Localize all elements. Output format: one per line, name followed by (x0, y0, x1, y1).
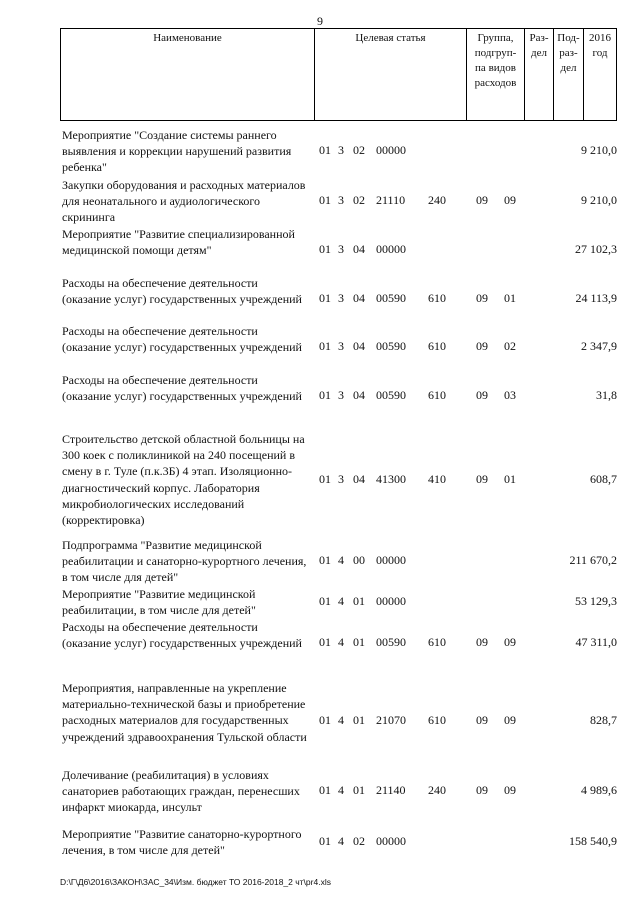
table-row (60, 275, 617, 324)
target-article-program: 01 (319, 783, 331, 798)
target-article-direction: 21140 (376, 783, 406, 798)
row-name: Закупки оборудования и расходных материалов для неонатального и аудиологического скрининга (62, 178, 306, 225)
expense-group: 610 (428, 291, 446, 306)
target-article-event: 04 (353, 388, 365, 403)
razdel-code: 09 (476, 339, 488, 354)
target-article-direction: 00590 (376, 635, 406, 650)
table-row (60, 127, 617, 176)
target-article-program: 01 (319, 553, 331, 568)
table-row (60, 619, 617, 668)
expense-group: 240 (428, 783, 446, 798)
table-row (60, 372, 617, 421)
header-group-line: па видов (475, 62, 516, 74)
table-row (60, 431, 617, 528)
target-article-event: 01 (353, 783, 365, 798)
target-article-direction: 21070 (376, 712, 406, 727)
row-name: Строительство детской областной больницы на 300 коек с поликлиникой на 240 посещений в смену в г. Туле (п.к.3Б) 4 этап. Изоляционно-диагностический корпус. Лаборатория микробиологических исследований (корректировка) (62, 432, 305, 528)
target-article-direction: 21110 (376, 193, 406, 208)
target-article-event: 01 (353, 712, 365, 727)
amount-2016: 211 670,2 (569, 553, 617, 568)
target-article-direction: 00000 (376, 553, 406, 568)
amount-2016: 158 540,9 (569, 834, 617, 849)
target-article-event: 01 (353, 594, 365, 609)
target-article-event: 04 (353, 339, 365, 354)
target-article-direction: 00590 (376, 339, 406, 354)
table-row (60, 537, 617, 586)
expense-group: 610 (428, 712, 446, 727)
razdel-code: 09 (476, 783, 488, 798)
target-article-subprogram: 4 (338, 594, 344, 609)
table-row (60, 826, 617, 858)
row-name: Расходы на обеспечение деятельности (оказание услуг) государственных учреждений (62, 373, 302, 404)
row-name: Подпрограмма "Развитие медицинской реабилитации и санаторно-курортного лечения, в том числе для детей" (62, 538, 307, 585)
razdel-code: 09 (476, 471, 488, 486)
header-razdel-line: Раз- (529, 32, 549, 44)
target-article-program: 01 (319, 388, 331, 403)
target-article-event: 01 (353, 635, 365, 650)
target-article-subprogram: 4 (338, 783, 344, 798)
target-article-subprogram: 3 (338, 388, 344, 403)
podrazdel-code: 01 (504, 291, 516, 306)
expense-group: 610 (428, 339, 446, 354)
target-article-program: 01 (319, 143, 331, 158)
amount-2016: 31,8 (596, 388, 617, 403)
target-article-event: 04 (353, 291, 365, 306)
amount-2016: 9 210,0 (581, 143, 617, 158)
target-article-program: 01 (319, 635, 331, 650)
header-razdel-line: дел (531, 47, 547, 59)
target-article-direction: 00000 (376, 143, 406, 158)
amount-2016: 608,7 (590, 471, 617, 486)
row-name: Долечивание (реабилитация) в условиях санаториев работающих граждан, перенесших инфаркт миокарда, инсульт (62, 768, 300, 815)
target-article-subprogram: 3 (338, 143, 344, 158)
amount-2016: 4 989,6 (581, 783, 617, 798)
header-group-line: расходов (474, 77, 517, 89)
target-article-subprogram: 4 (338, 635, 344, 650)
table-row (60, 177, 617, 226)
target-article-program: 01 (319, 471, 331, 486)
target-article-direction: 00590 (376, 388, 406, 403)
razdel-code: 09 (476, 291, 488, 306)
target-article-event: 04 (353, 242, 365, 257)
header-target-article: Целевая статья (315, 29, 467, 120)
row-name: Мероприятие "Развитие специализированной медицинской помощи детям" (62, 227, 295, 258)
podrazdel-code: 02 (504, 339, 516, 354)
target-article-direction: 41300 (376, 471, 406, 486)
header-podrazdel-line: раз- (559, 47, 578, 59)
target-article-event: 02 (353, 193, 365, 208)
header-podrazdel-line: дел (560, 62, 577, 74)
target-article-program: 01 (319, 242, 331, 257)
target-article-program: 01 (319, 594, 331, 609)
podrazdel-code: 01 (504, 471, 516, 486)
target-article-subprogram: 3 (338, 193, 344, 208)
target-article-subprogram: 3 (338, 291, 344, 306)
header-razdel (525, 29, 554, 120)
razdel-code: 09 (476, 388, 488, 403)
row-name: Расходы на обеспечение деятельности (оказание услуг) государственных учреждений (62, 276, 302, 307)
target-article-subprogram: 4 (338, 553, 344, 568)
row-name: Расходы на обеспечение деятельности (оказание услуг) государственных учреждений (62, 324, 302, 355)
row-name: Мероприятие "Создание системы раннего выявления и коррекции нарушений развития ребенка" (62, 128, 292, 175)
target-article-subprogram: 3 (338, 242, 344, 257)
header-podrazdel-line: Под- (557, 32, 580, 44)
table-row (60, 586, 617, 618)
razdel-code: 09 (476, 193, 488, 208)
target-article-event: 00 (353, 553, 365, 568)
target-article-program: 01 (319, 291, 331, 306)
header-name: Наименование (61, 29, 315, 120)
target-article-subprogram: 4 (338, 834, 344, 849)
target-article-direction: 00000 (376, 242, 406, 257)
target-article-direction: 00000 (376, 834, 406, 849)
target-article-event: 04 (353, 471, 365, 486)
target-article-program: 01 (319, 193, 331, 208)
page-number: 9 (317, 14, 323, 28)
table-row (60, 323, 617, 372)
amount-2016: 53 129,3 (575, 594, 617, 609)
table-row (60, 226, 617, 275)
row-name: Мероприятия, направленные на укрепление материально-технической базы и приобретение расходных материалов для государственных учреждений здравоохранения Тульской области (62, 681, 307, 744)
target-article-subprogram: 4 (338, 712, 344, 727)
podrazdel-code: 09 (504, 193, 516, 208)
header-podrazdel (554, 29, 584, 120)
expense-group: 610 (428, 635, 446, 650)
header-year: 2016 год (589, 32, 611, 59)
podrazdel-code: 03 (504, 388, 516, 403)
table-row (60, 767, 617, 816)
target-article-direction: 00590 (376, 291, 406, 306)
target-article-event: 02 (353, 834, 365, 849)
amount-2016: 9 210,0 (581, 193, 617, 208)
expense-group: 410 (428, 471, 446, 486)
amount-2016: 27 102,3 (575, 242, 617, 257)
header-group (467, 29, 525, 120)
row-name: Расходы на обеспечение деятельности (оказание услуг) государственных учреждений (62, 620, 302, 651)
target-article-subprogram: 3 (338, 471, 344, 486)
target-article-subprogram: 3 (338, 339, 344, 354)
podrazdel-code: 09 (504, 783, 516, 798)
target-article-program: 01 (319, 834, 331, 849)
file-path-footer: D:\Г\Д6\2016\ЗАКОН\ЗАС_34\Изм. бюджет ТО 2016-2018_2 чт\pr4.xls (60, 877, 331, 887)
target-article-event: 02 (353, 143, 365, 158)
razdel-code: 09 (476, 712, 488, 727)
podrazdel-code: 09 (504, 635, 516, 650)
expense-group: 610 (428, 388, 446, 403)
header-group-line: подгруп- (474, 47, 517, 59)
row-name: Мероприятие "Развитие медицинской реабилитации, в том числе для детей" (62, 587, 256, 618)
razdel-code: 09 (476, 635, 488, 650)
header-group-line: Группа, (477, 32, 514, 44)
target-article-program: 01 (319, 712, 331, 727)
amount-2016: 24 113,9 (575, 291, 617, 306)
table-header (60, 28, 617, 121)
amount-2016: 2 347,9 (581, 339, 617, 354)
target-article-direction: 00000 (376, 594, 406, 609)
row-name: Мероприятие "Развитие санаторно-курортного лечения, в том числе для детей" (62, 827, 302, 858)
amount-2016: 828,7 (590, 712, 617, 727)
expense-group: 240 (428, 193, 446, 208)
table-row (60, 680, 617, 761)
target-article-program: 01 (319, 339, 331, 354)
podrazdel-code: 09 (504, 712, 516, 727)
amount-2016: 47 311,0 (575, 635, 617, 650)
